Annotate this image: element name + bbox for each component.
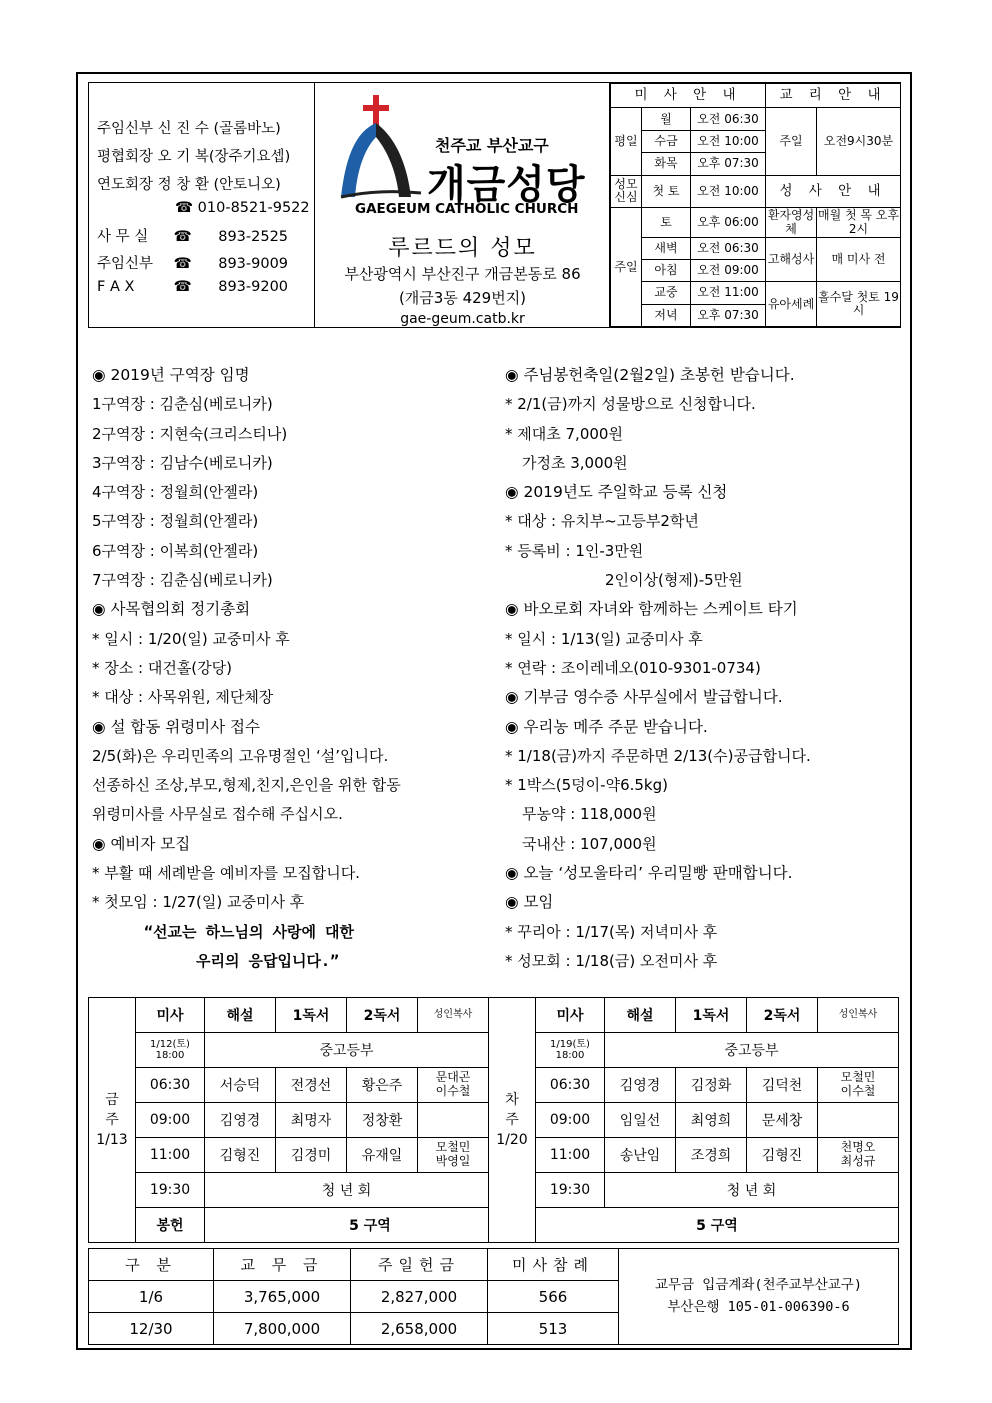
left-column: [92, 361, 401, 976]
altar-server: [418, 1103, 489, 1138]
reader-2: 유재일: [347, 1138, 418, 1173]
altar-server: 천명오 최성규: [818, 1138, 899, 1173]
list-item: 가정초 3,000원: [522, 453, 628, 472]
parish-head: 연도회장 정 창 환 (안토니오): [97, 177, 281, 193]
finance-attendance: 513: [488, 1313, 619, 1345]
reader-2: 황은주: [347, 1068, 418, 1103]
commentator: 송난임: [605, 1138, 676, 1173]
bank-account-info: [619, 1249, 899, 1345]
list-item: 무농약 : 118,000원: [522, 805, 657, 824]
devotion-day: 첫 토: [642, 175, 691, 208]
website: gae-geum.catb.kr: [400, 311, 525, 327]
weekday-day: 화목: [642, 153, 691, 175]
list-item: * 장소 : 대건홀(강당): [92, 658, 232, 677]
right-column: [505, 361, 811, 976]
mass-time: 09:00: [136, 1103, 205, 1138]
candle-heading: ◉ 주님봉헌축일(2월2일) 초봉헌 받습니다.: [505, 366, 795, 384]
address-line-2: (개금3동 429번지): [398, 289, 527, 307]
evening-mass-group: 청 년 회: [605, 1173, 899, 1208]
diocese-name: 천주교 부산교구: [435, 136, 549, 155]
sat-mass-group: 중고등부: [205, 1033, 489, 1068]
weekday-time: 오전 06:30: [691, 108, 766, 130]
roster-header: 미사: [136, 998, 205, 1033]
weekday-time: 오후 07:30: [691, 153, 766, 175]
roster-header: 2독서: [747, 998, 818, 1033]
finance-tithe: 7,800,000: [214, 1313, 351, 1345]
finance-offering: 2,827,000: [351, 1281, 488, 1313]
meju-heading: ◉ 우리농 메주 주문 받습니다.: [505, 717, 708, 736]
altar-server: 모철민 이수철: [818, 1068, 899, 1103]
mass-time: 11:00: [136, 1138, 205, 1173]
infant-baptism-label: 유아세례: [766, 282, 817, 327]
sacrament-title: 성 사 안 내: [766, 175, 901, 208]
weekday-label: 평일: [611, 108, 642, 175]
account-label: 교무금 입금계좌(천주교부산교구): [655, 1276, 862, 1293]
offering-label: 봉헌: [136, 1208, 205, 1243]
evening-mass-group: 청 년 회: [205, 1173, 489, 1208]
offering-this-week: 5 구역: [205, 1208, 536, 1243]
mass-time: 11:00: [536, 1138, 605, 1173]
confession-time: 매 미사 전: [817, 237, 901, 282]
mass-info-title: 미 사 안 내: [611, 84, 766, 108]
sunday-day: 교중: [642, 282, 691, 304]
list-item: * 부활 때 세례받을 예비자를 모집합니다.: [92, 864, 360, 883]
sat-mass-time: 1/19(토) 18:00: [536, 1033, 605, 1068]
finance-attendance: 566: [488, 1281, 619, 1313]
mass-info-table: [610, 83, 901, 327]
finance-offering: 2,658,000: [351, 1313, 488, 1345]
paragraph-line: 선종하신 조상,부모,형제,친지,은인을 위한 합동: [92, 776, 401, 795]
reader-2: 김덕천: [747, 1068, 818, 1103]
evening-mass-time: 19:30: [136, 1173, 205, 1208]
reader-1: 최영희: [676, 1103, 747, 1138]
commentator: 김형진: [205, 1138, 276, 1173]
list-item: 국내산 : 107,000원: [522, 834, 657, 853]
finance-date: 12/30: [89, 1313, 214, 1345]
finance-date: 1/6: [89, 1281, 214, 1313]
parish-panel: [315, 83, 610, 327]
infant-baptism-time: 홀수달 첫토 19시: [817, 282, 901, 327]
reader-2: 정창환: [347, 1103, 418, 1138]
parish-name: 개금성당: [427, 162, 586, 208]
list-item: * 1박스(5덩이-약6.5kg): [505, 776, 668, 795]
fax-tel: 893-9200: [218, 279, 289, 295]
catechumen-heading: ◉ 예비자 모집: [92, 834, 191, 853]
roster-header: 미사: [536, 998, 605, 1033]
sick-communion-label: 환자영성체: [766, 208, 817, 237]
phone-icon: ☎: [173, 229, 192, 245]
sunday-day: 저녁: [642, 304, 691, 326]
commentator: 김영경: [205, 1103, 276, 1138]
council-head: 평협회장 오 기 복(장주기요셉): [97, 149, 291, 165]
bread-heading: ◉ 오늘 ‘성모울타리’ 우리밀빵 판매합니다.: [505, 864, 793, 883]
roster-header: 1독서: [676, 998, 747, 1033]
altar-server: 문대곤 이수철: [418, 1068, 489, 1103]
weekday-day: 월: [642, 108, 691, 130]
list-item: * 성모회 : 1/18(금) 오전미사 후: [505, 951, 718, 970]
pastor-name: 주임신부 신 진 수 (골롬바노): [97, 121, 281, 137]
list-item: * 첫모임 : 1/27(일) 교중미사 후: [92, 893, 305, 912]
roster-header: 성인복사: [818, 998, 899, 1033]
reader-2: 문세창: [747, 1103, 818, 1138]
sunday-time: 오전 06:30: [691, 237, 766, 259]
roster-header: 해설: [605, 998, 676, 1033]
reader-1: 최명자: [276, 1103, 347, 1138]
sunday-time: 오전 09:00: [691, 259, 766, 281]
council-meeting-heading: ◉ 사목협의회 정기총회: [92, 600, 251, 619]
sat-mass-group: 중고등부: [605, 1033, 899, 1068]
list-item: * 연락 : 조이레네오(010-9301-0734): [505, 658, 761, 677]
parish-name-en: GAEGEUM CATHOLIC CHURCH: [355, 201, 579, 217]
finance-header: 교 무 금: [214, 1249, 351, 1281]
altar-server: 모철민 박영일: [418, 1138, 489, 1173]
quote-line: 우리의 응답입니다.”: [196, 951, 340, 970]
list-item: 2인이상(형제)-5만원: [605, 571, 743, 590]
pastor-label: 주임신부: [97, 256, 154, 272]
sunday-time: 오후 06:00: [691, 208, 766, 237]
commentator: 김영경: [605, 1068, 676, 1103]
devotion-label: 성모신심: [611, 175, 642, 208]
list-item: * 대상 : 유치부~고등부2학년: [505, 512, 699, 531]
phone-icon: ☎: [173, 279, 192, 295]
pastor-tel: 893-9009: [218, 256, 289, 272]
catechism-title: 교 리 안 내: [766, 84, 901, 108]
list-item: * 제대초 7,000원: [505, 424, 623, 443]
altar-server: [818, 1103, 899, 1138]
weekday-time: 오전 10:00: [691, 130, 766, 152]
fax-label: F A X: [97, 279, 135, 295]
finance-tithe: 3,765,000: [214, 1281, 351, 1313]
header: [88, 82, 901, 328]
bulletin-title: 루르드의 성모: [388, 236, 537, 261]
district-item: 4구역장 : 정월희(안젤라): [92, 483, 259, 502]
finance-header: 구 분: [89, 1249, 214, 1281]
staff-panel: [89, 83, 315, 327]
district-item: 5구역장 : 정월희(안젤라): [92, 512, 259, 531]
mass-time: 06:30: [136, 1068, 205, 1103]
catechism-time: 오전9시30분: [817, 108, 901, 175]
list-item: * 1/18(금)까지 주문하면 2/13(수)공급합니다.: [505, 746, 811, 765]
weekday-day: 수금: [642, 130, 691, 152]
roster-header: 해설: [205, 998, 276, 1033]
catechism-day: 주일: [766, 108, 817, 175]
reader-1: 전경선: [276, 1068, 347, 1103]
sunday-day: 새벽: [642, 237, 691, 259]
office-label: 사 무 실: [97, 229, 149, 245]
roster-header: 성인복사: [418, 998, 489, 1033]
district-item: 6구역장 : 이복희(안젤라): [92, 541, 259, 560]
address-line-1: 부산광역시 부산진구 개금본동로 86: [344, 265, 581, 283]
sick-communion-time: 매월 첫 목 오후 2시: [818, 208, 899, 236]
sat-mass-time: 1/12(토) 18:00: [136, 1033, 205, 1068]
sunday-day: 아침: [642, 259, 691, 281]
reader-1: 김경미: [276, 1138, 347, 1173]
mass-time: 09:00: [536, 1103, 605, 1138]
list-item: * 일시 : 1/13(일) 교중미사 후: [505, 629, 703, 648]
ministry-roster: [88, 997, 899, 1243]
list-item: * 꾸리아 : 1/17(목) 저녁미사 후: [505, 922, 718, 941]
district-heading: ◉ 2019년 구역장 임명: [92, 366, 250, 384]
roster-header: 2독서: [347, 998, 418, 1033]
quote-line: “선교는 하느님의 사랑에 대한: [144, 922, 355, 941]
this-week-label: 금 주 1/13: [89, 998, 136, 1243]
mass-time: 06:30: [536, 1068, 605, 1103]
skate-heading: ◉ 바오로회 자녀와 함께하는 스케이트 타기: [505, 600, 798, 619]
evening-mass-time: 19:30: [536, 1173, 605, 1208]
devotion-time: 오전 10:00: [691, 175, 766, 208]
list-item: * 등록비 : 1인-3만원: [505, 541, 644, 560]
sunday-day: 토: [642, 208, 691, 237]
office-tel: 893-2525: [218, 229, 289, 245]
finance-header: 미사참례: [488, 1249, 619, 1281]
phone-icon: ☎: [173, 256, 192, 272]
sunday-school-heading: ◉ 2019년도 주일학교 등록 신청: [505, 483, 728, 502]
district-item: 7구역장 : 김춘심(베로니카): [92, 571, 273, 590]
sunday-time: 오후 07:30: [691, 304, 766, 326]
mobile-number: ☎ 010-8521-9522: [175, 200, 310, 216]
paragraph-line: 위령미사를 사무실로 접수해 주십시오.: [92, 805, 343, 824]
next-week-label: 차 주 1/20: [489, 998, 536, 1243]
reader-1: 김정화: [676, 1068, 747, 1103]
receipt-heading: ◉ 기부금 영수증 사무실에서 발급합니다.: [505, 688, 783, 707]
paragraph-line: 2/5(화)은 우리민족의 고유명절인 ‘설’입니다.: [92, 746, 389, 765]
sunday-label: 주일: [611, 208, 642, 327]
finance-header: 주일헌금: [351, 1249, 488, 1281]
list-item: * 대상 : 사목위원, 제단체장: [92, 688, 274, 707]
district-item: 1구역장 : 김춘심(베로니카): [92, 395, 273, 414]
sunday-time: 오전 11:00: [691, 282, 766, 304]
finance-table: [88, 1248, 899, 1345]
list-item: * 일시 : 1/20(일) 교중미사 후: [92, 629, 290, 648]
confession-label: 고해성사: [766, 237, 817, 282]
memorial-mass-heading: ◉ 설 합동 위령미사 접수: [92, 717, 260, 736]
district-item: 2구역장 : 지현숙(크리스티나): [92, 424, 288, 443]
reader-2: 김형진: [747, 1138, 818, 1173]
commentator: 서승덕: [205, 1068, 276, 1103]
account-number: 부산은행 105-01-006390-6: [667, 1298, 850, 1315]
reader-1: 조경희: [676, 1138, 747, 1173]
church-logo-icon: [333, 93, 423, 203]
list-item: * 2/1(금)까지 성물방으로 신청합니다.: [505, 395, 756, 414]
offering-next-week: 5 구역: [536, 1208, 899, 1243]
meetings-heading: ◉ 모임: [505, 893, 554, 912]
commentator: 임일선: [605, 1103, 676, 1138]
roster-header: 1독서: [276, 998, 347, 1033]
district-item: 3구역장 : 김남수(베로니카): [92, 453, 273, 472]
